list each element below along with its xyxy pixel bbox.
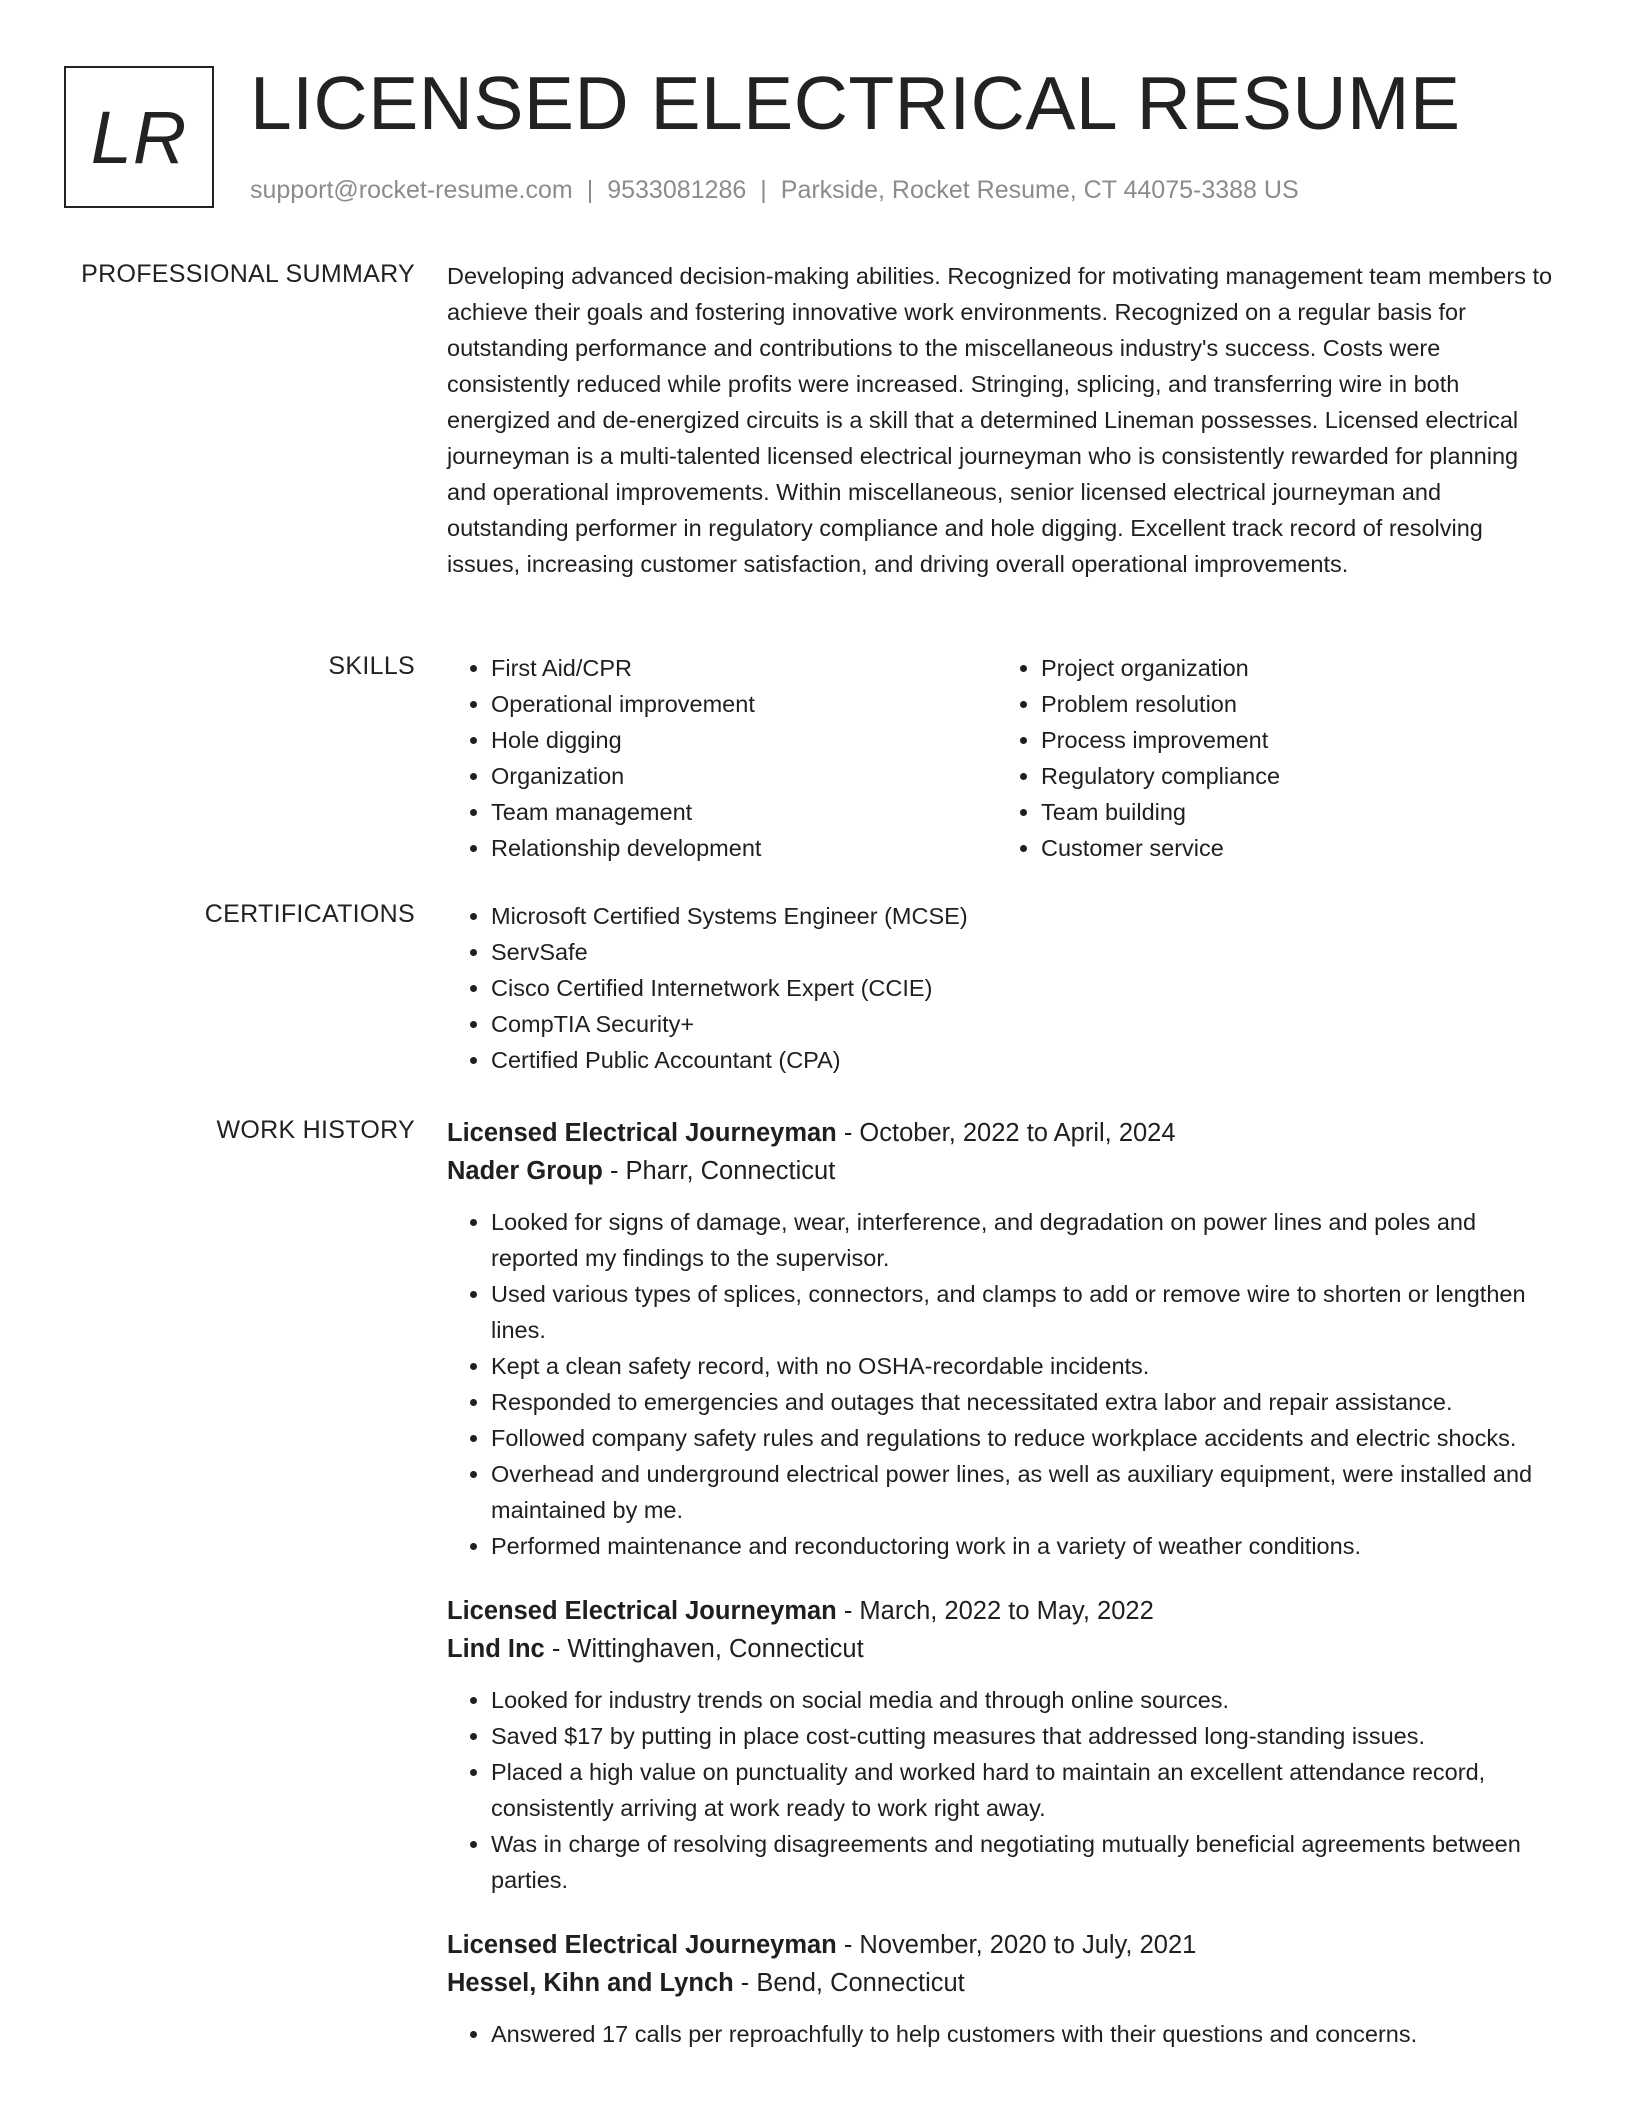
job-company-line	[447, 1152, 1562, 1190]
job-duty: • Kept a clean safety record, with no OSHA-recordable incidents.	[491, 1348, 1562, 1384]
job-duties-list	[447, 2016, 1562, 2052]
skill-item: • Process improvement	[1041, 722, 1547, 758]
summary-body	[447, 258, 1562, 582]
section-label-skills: SKILLS	[328, 652, 415, 680]
job-duty: • Overhead and underground electrical power lines, as well as auxiliary equipment, were installed and maintained by me.	[491, 1456, 1562, 1528]
skill-item: • Team management	[491, 794, 997, 830]
job-duties-list	[447, 1682, 1562, 1898]
skill-item: • Team building	[1041, 794, 1547, 830]
monogram-logo: LR	[64, 66, 214, 208]
job-company: Hessel, Kihn and Lynch	[447, 1969, 734, 1997]
job-company-line	[447, 1964, 1562, 2002]
job-duty: • Looked for industry trends on social media and through online sources.	[491, 1682, 1562, 1718]
job-title-line	[447, 1592, 1562, 1630]
skill-item: • Regulatory compliance	[1041, 758, 1547, 794]
skill-item: • Problem resolution	[1041, 686, 1547, 722]
job-duty: • Responded to emergencies and outages that necessitated extra labor and repair assistance.	[491, 1384, 1562, 1420]
job-duty: • Followed company safety rules and regulations to reduce workplace accidents and electric shocks.	[491, 1420, 1562, 1456]
skills-list-right	[997, 650, 1547, 866]
job-duty: • Saved $17 by putting in place cost-cutting measures that addressed long-standing issues.	[491, 1718, 1562, 1754]
skill-item: • Hole digging	[491, 722, 997, 758]
contact-separator: |	[760, 176, 767, 204]
skills-body	[447, 650, 1562, 866]
job-location: - Bend, Connecticut	[733, 1969, 965, 1997]
job-company: Lind Inc	[447, 1635, 545, 1663]
job-title: Licensed Electrical Journeyman	[447, 1931, 837, 1959]
job-duty: • Performed maintenance and reconductoring work in a variety of weather conditions.	[491, 1528, 1562, 1564]
job-title: Licensed Electrical Journeyman	[447, 1119, 837, 1147]
job-duty: • Used various types of splices, connectors, and clamps to add or remove wire to shorten or lengthen lines.	[491, 1276, 1562, 1348]
job-company-line	[447, 1630, 1562, 1668]
contact-email: support@rocket-resume.com	[250, 176, 573, 204]
section-label-certifications: CERTIFICATIONS	[204, 900, 415, 928]
certification-item: • Certified Public Accountant (CPA)	[491, 1042, 1562, 1078]
job-duty: • Answered 17 calls per reproachfully to help customers with their questions and concerns.	[491, 2016, 1562, 2052]
job-duties-list	[447, 1204, 1562, 1564]
contact-separator: |	[586, 176, 594, 204]
job-duty: • Looked for signs of damage, wear, interference, and degradation on power lines and poles and reported my findings to the supervisor.	[491, 1204, 1562, 1276]
job-dates: - November, 2020 to July, 2021	[836, 1931, 1197, 1959]
skills-list-left	[447, 650, 997, 866]
job-title-line	[447, 1114, 1562, 1152]
skill-item: • Organization	[491, 758, 997, 794]
job-title: Licensed Electrical Journeyman	[447, 1597, 837, 1625]
certification-item: • Cisco Certified Internetwork Expert (CCIE)	[491, 970, 1562, 1006]
certifications-list	[447, 898, 1562, 1078]
job-duty: • Placed a high value on punctuality and worked hard to maintain an excellent attendance record, consistently arriving at work ready to work right away.	[491, 1754, 1562, 1826]
skill-item: • First Aid/CPR	[491, 650, 997, 686]
job-location: - Wittinghaven, Connecticut	[544, 1635, 864, 1663]
job-dates: - October, 2022 to April, 2024	[836, 1119, 1176, 1147]
job-title-line	[447, 1926, 1562, 1964]
contact-address: Parkside, Rocket Resume, CT 44075-3388 US	[780, 176, 1299, 204]
contact-phone: 9533081286	[607, 176, 747, 204]
certification-item: • Microsoft Certified Systems Engineer (MCSE)	[491, 898, 1562, 934]
job-dates: - March, 2022 to May, 2022	[836, 1597, 1154, 1625]
summary-text: Developing advanced decision-making abilities. Recognized for motivating management team members to achieve their goals and fostering innovative work environments. Recognized on a regular basis for outstanding performance and contributions to the miscellaneous industry's success. Costs were consistently reduced while profits were increased. Stringing, splicing, and transferring wire in both energized and de-energized circuits is a skill that a determined Lineman possesses. Licensed electrical journeyman is a multi-talented licensed electrical journeyman who is consistently rewarded for planning and operational improvements. Within miscellaneous, senior licensed electrical journeyman and outstanding performer in regulatory compliance and hole digging. Excellent track record of resolving issues, increasing customer satisfaction, and driving overall operational improvements.	[447, 263, 1553, 577]
section-label-summary: PROFESSIONAL SUMMARY	[81, 260, 415, 288]
certifications-body	[447, 898, 1562, 1078]
job-entry	[447, 1114, 1562, 1564]
section-label-work-history: WORK HISTORY	[216, 1116, 415, 1144]
job-entry	[447, 1926, 1562, 2052]
job-entry	[447, 1592, 1562, 1898]
work-history-body	[447, 1114, 1562, 2080]
certification-item: • CompTIA Security+	[491, 1006, 1562, 1042]
resume-title: LICENSED ELECTRICAL RESUME	[250, 61, 1461, 145]
skill-item: • Relationship development	[491, 830, 997, 866]
job-location: - Pharr, Connecticut	[602, 1157, 836, 1185]
certification-item: • ServSafe	[491, 934, 1562, 970]
skill-item: • Operational improvement	[491, 686, 997, 722]
contact-line	[250, 174, 1299, 206]
skill-item: • Customer service	[1041, 830, 1547, 866]
job-company: Nader Group	[447, 1157, 603, 1185]
job-duty: • Was in charge of resolving disagreements and negotiating mutually beneficial agreements between parties.	[491, 1826, 1562, 1898]
skill-item: • Project organization	[1041, 650, 1547, 686]
